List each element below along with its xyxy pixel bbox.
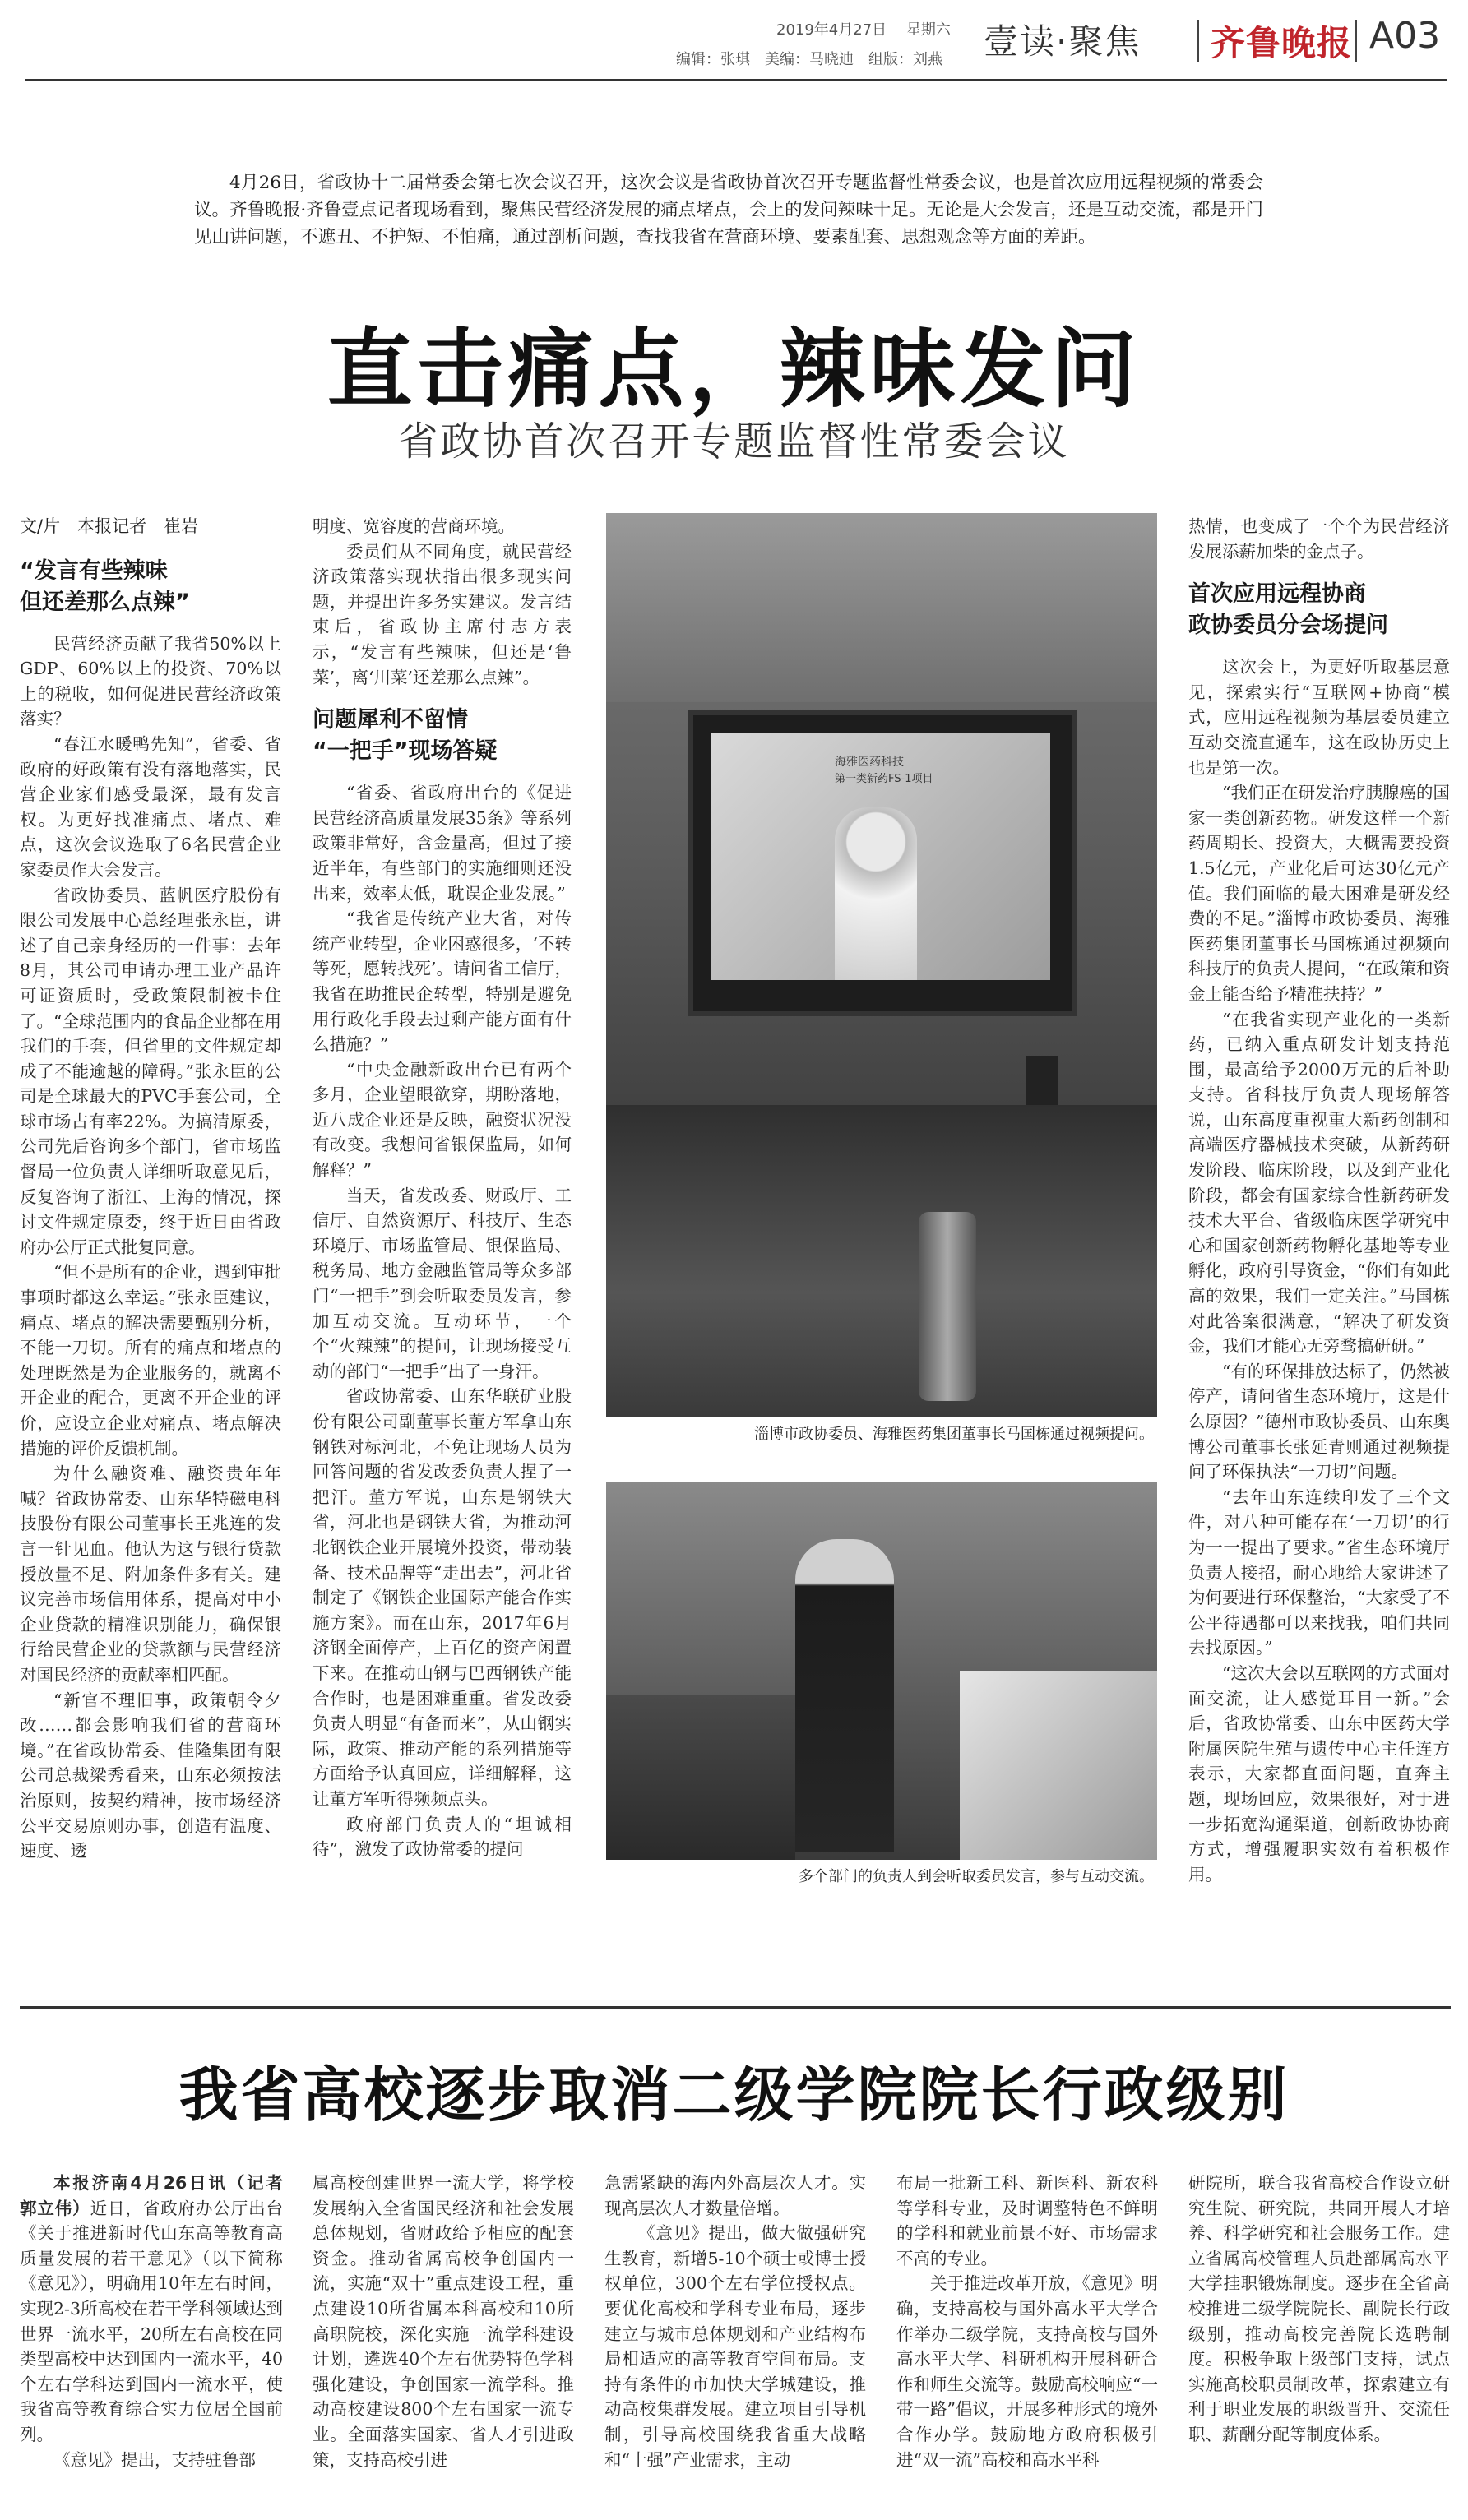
article-column-4: [1188, 514, 1450, 1887]
editors-credit: 编辑：张琪 美编：马晓迪 组版：刘燕: [676, 51, 942, 68]
ceiling: [606, 513, 1157, 702]
paragraph: “春江水暖鸭先知”，省委、省政府的好政策有没有落地落实，民营企业家们感受最深，最有发言权。为更好找准痛点、堵点、难点，这次会议选取了6名民营企业家委员作大会发言。: [20, 733, 281, 880]
photo-speaker: [606, 1482, 1157, 1860]
paragraph: 民营经济贡献了我省50%以上GDP、60%以上的投资、70%以上的税收，如何促进民营经济政策落实？: [20, 633, 281, 729]
paragraph: 当天，省发改委、财政厅、工信厅、自然资源厅、科技厅、生态环境厅、市场监管局、银保监局、税务局、地方金融监管局等众多部门“一把手”到会听取委员发言，参加互动交流。互动环节，一个个“火辣辣”的提问，让现场接受互动的部门“一把手”出了一身汗。: [313, 1185, 572, 1381]
article2-column-1: [20, 2171, 300, 2472]
masthead-rule: [25, 79, 1447, 81]
headline-2: 我省高校逐步取消二级学院院长行政级别: [178, 2060, 1290, 2129]
paragraph: “新官不理旧事，政策朝令夕改……都会影响我们省的营商环境。”在省政协常委、佳隆集团有限公司总裁梁秀看来，山东必须按法治原则，按契约精神，按市场经济公平交易原则办事，创造有温度、速度、透: [20, 1690, 281, 1861]
masthead-divider: [1197, 20, 1199, 62]
background-screen: [960, 1671, 1157, 1860]
paragraph-text: 近日，省政府办公厅出台《关于推进新时代山东高等教育高质量发展的若干意见》（以下简称《意见》），明确用10年左右时间，实现2-3所高校在若干学科领域达到世界一流水平，20所左右高校在同类型高校中达到国内一流水平，40个左右学科达到国内一流水平，使我省高等教育综合实力位居全国前列。: [20, 2198, 284, 2444]
paragraph: 《意见》提出，支持驻鲁部: [53, 2449, 256, 2470]
paragraph: “省委、省政府出台的《促进民营经济高质量发展35条》等系列政策非常好，含金量高，但过了接近半年，有些部门的实施细则还没出来，效率太低，耽误企业发展。”: [313, 783, 572, 904]
paragraph: 为什么融资难、融资贵年年喊？省政协常委、山东华特磁电科技股份有限公司董事长王兆连的发言一针见血。他认为这与银行贷款授放量不足、附加条件多有关。建议完善市场信用体系，提高对中小企业贷款的精准识别能力，确保银行给民营企业的贷款额与民营经济对国民经济的贡献率相匹配。: [20, 1463, 281, 1685]
section-subhead: “发言有些辣味 但还差那么点辣”: [20, 557, 190, 615]
paragraph: “去年山东连续印发了三个文件，对八种可能存在‘一刀切’的行为一一提出了要求。”省生态环境厅负责人接招，耐心地给大家讲述了为何要进行环保整治，“大家受了不公平待遇都可以来找我，咱们共同去找原因。”: [1188, 1487, 1450, 1658]
paragraph: “有的环保排放达标了，仍然被停产，请问省生态环境厅，这是什么原因？”德州市政协委员、山东奥博公司董事长张延青则通过视频提问了环保执法“一刀切”问题。: [1188, 1361, 1450, 1482]
date: 2019年4月27日: [776, 21, 887, 39]
article-column-1: [20, 514, 281, 1864]
paragraph: “我们正在研发治疗胰腺癌的国家一类创新药物。研发这样一个新药周期长、投资大，大概需要投资1.5亿元，产业化后可达30亿元产值。我们面临的最大困难是研发经费的不足。”淄博市政协委员、海雅医药集团董事长马国栋通过视频向科技厅的负责人提问，“在政策和资金上能否给予精准扶持？”: [1188, 783, 1450, 1004]
screen-image: [711, 733, 1050, 980]
paragraph: “我省是传统产业大省，对传统产业转型，企业困惑很多，‘不转等死，愿转找死’。请问省工信厅，我省在助推民企转型，特别是避免用行政化手段去过剩产能方面有什么措施？”: [313, 909, 572, 1055]
paragraph: 省政协委员、蓝帆医疗股份有限公司发展中心总经理张永臣，讲述了自己亲身经历的一件事：去年8月，其公司申请办理工业产品许可证资质时，受政策限制被卡住了。“全球范围内的食品企业都在用我们的手套，但省里的文件规定却成了不能逾越的障碍。”张永臣的公司是全球最大的PVC手套公司，全球市场占有率22%。为搞清原委，公司先后咨询多个部门，省市场监督局一位负责人详细听取意见后，反复咨询了浙江、上海的情况，探讨文件规定原委，终于近日由省政府办公厅正式批复同意。: [20, 885, 281, 1257]
photo-video-conference: [606, 513, 1157, 1417]
speaker-figure: [795, 1539, 894, 1852]
article-column-2: [313, 514, 572, 1862]
photo-caption: 淄博市政协委员、海雅医药集团董事长马国栋通过视频提问。: [754, 1426, 1154, 1443]
byline: 本报济南4月26日讯（记者 郭立伟）: [20, 2173, 300, 2218]
lead-paragraph: 4月26日，省政协十二届常委会第七次会议召开，这次会议是省政协首次召开专题监督性常委会议，也是首次应用远程视频的常委会议。齐鲁晚报·齐鲁壹点记者现场看到，聚焦民营经济发展的痛点堵点，会上的发问辣味十足。无论是大会发言，还是互动交流，都是开门见山讲问题，不遮丑、不护短、不怕痛，通过剖析问题，查找我省在营商环境、要素配套、思想观念等方面的差距。: [194, 173, 1263, 247]
paragraph: 急需紧缺的海内外高层次人才。实现高层次人才数量倍增。: [604, 2173, 866, 2218]
photo-caption: 多个部门的负责人到会听取委员发言，参与互动交流。: [799, 1868, 1154, 1885]
article-divider: [20, 2006, 1451, 2009]
paragraph: 研院所，联合我省高校合作设立研究生院、研究院，共同开展人才培养、科学研究和社会服务工作。建立省属高校管理人员赴部属高水平大学挂职锻炼制度。逐步在全省高校推进二级学院院长、副院长行政级别，推动高校完善院长选聘制度。积极争取上级部门支持，试点实施高校职员制改革，探索建立有利于职业发展的职级晋升、交流任职、薪酬分配等制度体系。: [1188, 2173, 1450, 2444]
masthead-divider: [1355, 20, 1357, 62]
screen-text-line1: 海雅医药科技: [835, 756, 904, 769]
section-subhead: 首次应用远程协商 政协委员分会场提问: [1188, 581, 1388, 639]
paragraph: 属高校创建世界一流大学，将学校发展纳入全省国民经济和社会发展总体规划，省财政给予相应的配套资金。推动省属高校争创国内一流，实施“双十”重点建设工程，重点建设10所省属本科高校和10所高职院校，深化实施一流学科建设计划，遴选40个左右优势特色学科强化建设，争创国家一流学科。推动高校建设800个左右国家一流专业。全面落实国家、省人才引进政策，支持高校引进: [313, 2173, 574, 2470]
paragraph: “但不是所有的企业，遇到审批事项时都这么幸运。”张永臣建议，痛点、堵点的解决需要甄别分析，不能一刀切。所有的痛点和堵点的处理既然是为企业服务的，就离不开企业的配合，更离不开企业的评价，应设立企业对痛点、堵点解决措施的评价反馈机制。: [20, 1262, 281, 1459]
paragraph: “在我省实现产业化的一类新药，已纳入重点研发计划支持范围，最高给予2000万元的后补助支持。省科技厅负责人现场解答说，山东高度重视重大新药创制和高端医疗器械技术突破，从新药研发阶段、临床阶段，以及到产业化阶段，都会有国家综合性新药研发技术大平台、省级临床医学研究中心和国家创新药物孵化基地等专业孵化，政府引导资金，“你们有如此高的效果，我们一定关注。”马国栋对此答案很满意，“解决了研发资金，我们才能心无旁骛搞研研。”: [1188, 1009, 1450, 1357]
issue-date: [776, 18, 951, 39]
article2-column-4: [896, 2171, 1158, 2472]
paragraph: 明度、宽容度的营商环境。: [313, 516, 515, 536]
article2-column-3: [604, 2171, 866, 2472]
screen-text-line2: 第一类新药FS-1项目: [835, 773, 933, 785]
byline: 文/片 本报记者 崔岩: [20, 516, 199, 536]
paragraph: 政府部门负责人的“坦诚相待”，激发了政协常委的提问: [313, 1814, 572, 1860]
newspaper-logo: 齐鲁晚报: [1211, 23, 1353, 63]
section-title: 壹读·聚焦: [984, 21, 1142, 62]
paragraph: 委员们从不同角度，就民营经济政策落实现状指出很多现实问题，并提出许多务实建议。发言结束后，省政协主席付志方表示，“发言有些辣味，但还是‘鲁菜’，离‘川菜’还差那么点辣”。: [313, 541, 572, 687]
sub-headline: 省政协首次召开专题监督性常委会议: [398, 418, 1070, 465]
paragraph: [20, 2171, 300, 2448]
paragraph: “中央金融新政出台已有两个多月，企业望眼欲穿，期盼落地，近八成企业还是反映，融资状况没有改变。我想问省银保监局，如何解释？”: [313, 1059, 572, 1181]
wall-screen: [688, 710, 1077, 1016]
weekday: 星期六: [905, 21, 951, 39]
headline: 直击痛点，辣味发问: [326, 319, 1142, 419]
paragraph: 《意见》提出，做大做强研究生教育，新增5-10个硕士或博士授权单位，300个左右学位授权点。要优化高校和学科专业布局，逐步建立与城市总体规划和产业结构布局相适应的高等教育空间布局。支持有条件的市加快大学城建设，推动高校集群发展。建立项目引导机制，引导高校围绕我省重大战略和“十强”产业需求，主动: [604, 2223, 866, 2470]
section-subhead: 问题犀利不留情 “一把手”现场答疑: [313, 707, 498, 765]
paragraph: 热情，也变成了一个个为民营经济发展添薪加柴的金点子。: [1188, 516, 1450, 562]
presenter-figure: [835, 807, 917, 980]
thermos-flask: [919, 1212, 976, 1401]
audience: [606, 1105, 1157, 1417]
article2-column-5: [1188, 2171, 1450, 2448]
page-number: A03: [1369, 15, 1441, 57]
article2-column-2: [313, 2171, 574, 2472]
paragraph: 关于推进改革开放，《意见》明确，支持高校与国外高水平大学合作举办二级学院，支持高校与国外高水平大学、科研机构开展科研合作和师生交流等。鼓励高校响应“一带一路”倡议，开展多种形式的境外合作办学。鼓励地方政府积极引进“双一流”高校和高水平科: [896, 2273, 1158, 2470]
paragraph: 这次会上，为更好听取基层意见，探索实行“互联网+协商”模式，应用远程视频为基层委员建立互动交流直通车，这在政协历史上也是第一次。: [1188, 657, 1450, 778]
paragraph: 省政协常委、山东华联矿业股份有限公司副董事长董方军拿山东钢铁对标河北，不免让现场人员为回答问题的省发改委负责人捏了一把汗。董方军说，山东是钢铁大省，河北也是钢铁大省，为推动河北钢铁企业开展境外投资，带动装备、技术品牌等“走出去”，河北省制定了《钢铁企业国际产能合作实施方案》。而在山东，2017年6月济钢全面停产，上百亿的资产闲置下来。在推动山钢与巴西钢铁产能合作时，也是困难重重。省发改委负责人明显“有备而来”，从山钢实际，政策、推动产能的系列措施等方面给予认真回应，详细解释，这让董方军听得频频点头。: [313, 1386, 572, 1809]
paragraph: 布局一批新工科、新医科、新农科等学科专业，及时调整特色不鲜明的学科和就业前景不好、市场需求不高的专业。: [896, 2173, 1158, 2268]
paragraph: “这次大会以互联网的方式面对面交流，让人感觉耳目一新。”会后，省政协常委、山东中医药大学附属医院生殖与遗传中心主任连方表示，大家都直面问题，直奔主题，现场回应，效果很好，对于进一步拓宽沟通渠道，创新政协协商方式，增强履职实效有着积极作用。: [1188, 1662, 1450, 1884]
seated-audience: [606, 1695, 795, 1860]
